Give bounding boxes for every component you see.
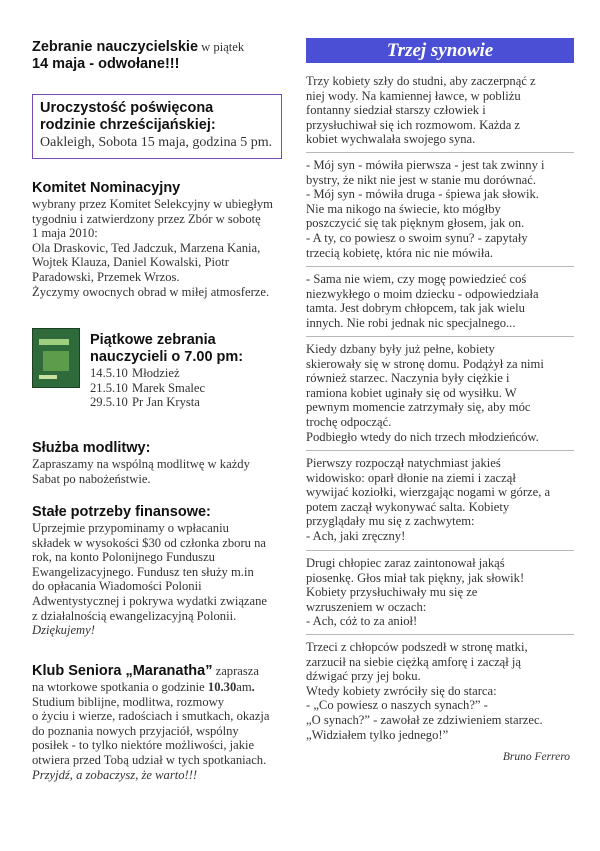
text-line: trzecią kobietę, która nic nie mówiła. <box>306 245 494 260</box>
ceremony-title-line2: rodzinie chrześcijańskiej: <box>40 117 216 133</box>
text-line: zarzucił na siebie ciężką amforę i zaczął ją <box>306 654 521 669</box>
text-line: - Ach, cóż to za anioł! <box>306 614 418 629</box>
schedule-date: 29.5.10 <box>90 395 128 410</box>
schedule-date: 14.5.10 <box>90 366 128 380</box>
ceremony-details <box>40 134 274 152</box>
story-title: Trzej synowie <box>306 38 574 63</box>
text-line: trochę odpocząć. <box>306 414 392 429</box>
text-line: Sabat po nabożeństwie. <box>32 471 151 486</box>
text-line: wybrany przez Komitet Selekcyjny w ubiegłym <box>32 197 273 211</box>
text-line: niezwykłego o moim dziecku - odpowiedziała <box>306 286 539 301</box>
meeting-cancelled: 14 maja - odwołane!!! <box>32 56 180 72</box>
schedule-name: Młodzież <box>132 366 180 380</box>
text-line: Zapraszamy na wspólną modlitwę w każdy <box>32 457 250 471</box>
text-line: Drugi chłopiec zaraz zaintonował jakąś <box>306 556 505 570</box>
story-paragraph <box>306 456 574 544</box>
committee-section <box>32 180 294 299</box>
text-line: wzruszeniem w oczach: <box>306 599 427 614</box>
story-paragraph <box>306 158 574 260</box>
prayer-title: Służba modlitwy: <box>32 440 151 456</box>
text-line: Uprzejmie przypominamy o wpłacaniu <box>32 521 229 535</box>
story-paragraph <box>306 342 574 444</box>
text-line: Studium biblijne, modlitwa, rozmowy <box>32 694 225 709</box>
story-paragraph <box>306 556 574 629</box>
text-line: Trzeci z chłopców podszedł w stronę matki, <box>306 640 528 654</box>
text-line: tamta. Jest dobrym chłopcem, tak jak wielu <box>306 301 525 316</box>
text-line: - Mój syn - mówiła druga - śpiewa jak słowik. <box>306 187 539 202</box>
text-line: - Mój syn - mówiła pierwsza - jest tak zwinny i <box>306 158 545 172</box>
text-line: Paradowski, Przemek Wrzos. <box>32 269 180 284</box>
text-line: przyglądały mu się z zachwytem: <box>306 514 475 529</box>
divider <box>306 266 574 267</box>
text-line: ramiona kobiet uginały się od wysiłku. W <box>306 385 517 400</box>
finance-thanks: Dziękujemy! <box>32 623 95 638</box>
schedule-name: Marek Smalec <box>132 380 206 395</box>
ceremony-time: , Sobota 15 maja, godzina 5 pm. <box>91 135 273 150</box>
schedule-row <box>90 395 294 410</box>
story-author: Bruno Ferrero <box>502 751 570 763</box>
text-line: Adwentystycznej i pokrywa wydatki związane <box>32 593 268 608</box>
text-line: - „Co powiesz o naszych synach?” - <box>306 698 488 713</box>
text-line: fontanny siedział starszy człowiek i <box>306 103 486 118</box>
text-line: innych. Nie robi jednak nic specjalnego... <box>306 315 516 330</box>
divider <box>306 336 574 337</box>
text-line: bystry, że nikt nie jest w stanie mu dorównać. <box>306 172 537 187</box>
club-time: 10.30 <box>207 680 237 694</box>
meeting-notice <box>32 38 294 73</box>
story-paragraph <box>306 272 574 330</box>
ceremony-box <box>32 94 294 159</box>
text-line: Nie ma nikogo na świecie, kto mógłby <box>306 201 501 216</box>
text-line: również starzec. Naczynia były ciężkie i <box>306 371 510 386</box>
text-line: Wtedy kobiety zwróciły się do starca: <box>306 683 497 698</box>
text-line: składek w wysokości $30 od członka zboru na <box>32 535 266 550</box>
divider <box>306 152 574 153</box>
ceremony-place: Oakleigh <box>40 135 92 150</box>
committee-title: Komitet Nominacyjny <box>32 180 181 196</box>
text-line: do poznania nowych przyjaciół, wspólny <box>32 723 239 738</box>
text-line: „O synach?” - zawołał ze zdziwieniem starzec. <box>306 712 543 727</box>
text-line: Życzymy owocnych obrad w miłej atmosferze. <box>32 284 270 299</box>
club-time-unit: am <box>236 680 252 694</box>
text-line: przysłuchiwał się ich rozmowom. Każda z <box>306 117 521 132</box>
text-line: do opłacania Wiadomości Polonii <box>32 579 202 594</box>
text-line: potem zaczął wykonywać salta. Kobiety <box>306 499 510 514</box>
text-line: poszczycić się tak pięknym głosem, jak on. <box>306 216 525 231</box>
text-line: kobiet wychwalała swojego syna. <box>306 132 476 147</box>
friday-section <box>32 328 294 410</box>
text-line: piosenkę. Głos miał tak piękny, jak słowik! <box>306 570 525 585</box>
club-section <box>32 662 294 782</box>
text-line: Podbiegło wtedy do nich trzech młodzieńców. <box>306 429 539 444</box>
prayer-section <box>32 440 294 486</box>
committee-text <box>32 197 294 299</box>
schedule-row <box>90 381 294 396</box>
schedule-row <box>90 366 294 381</box>
friday-title-line2: nauczycieli o 7.00 pm: <box>90 349 244 365</box>
meeting-title: Zebranie nauczycielskie <box>32 39 199 55</box>
divider <box>306 634 574 635</box>
club-title-rest: zaprasza <box>212 664 259 678</box>
text-line: z działalnością ewangelizacyjną Polonii. <box>32 608 237 623</box>
text-line: Trzy kobiety szły do studni, aby zaczerpnąć z <box>306 74 536 88</box>
text-line: 1 maja 2010: <box>32 226 98 241</box>
club-time-end: . <box>251 680 255 694</box>
club-time-line <box>32 680 294 695</box>
story-paragraph <box>306 74 574 147</box>
divider <box>306 550 574 551</box>
text-line: Ola Draskovic, Ted Jadczuk, Marzena Kania, <box>32 240 261 255</box>
text-line: - Ach, jaki zręczny! <box>306 528 406 543</box>
text-line: skierowały się w stronę domu. Podążył za nimi <box>306 356 544 371</box>
meeting-day: w piątek <box>198 40 245 54</box>
schedule-date: 21.5.10 <box>90 380 128 395</box>
club-closing: Przyjdź, a zobaczysz, że warto!!! <box>32 767 198 782</box>
text-line: dźwigać przy jej boku. <box>306 669 421 684</box>
text-line: otwiera przed Tobą udział w tych spotkaniach. <box>32 752 267 767</box>
text-line: Pierwszy rozpoczął natychmiast jakieś <box>306 456 501 470</box>
text-line: Wojtek Klauza, Daniel Kowalski, Piotr <box>32 255 229 270</box>
ceremony-title-line1: Uroczystość poświęcona <box>40 100 214 116</box>
text-line: posiłek - to tylko niektóre możliwości, jakie <box>32 738 255 753</box>
text-line: wywijać koziołki, wierzgając nogami w górze, a <box>306 485 551 500</box>
text-line: o życiu i wierze, radościach i smutkach, okazja <box>32 709 270 724</box>
text-line: Kiedy dzbany były już pełne, kobiety <box>306 342 495 356</box>
finance-section <box>32 504 294 638</box>
club-title: Klub Seniora „Maranatha” <box>32 663 213 679</box>
text-line: tygodniu i zatwierdzony przez Zbór w sobotę <box>32 211 261 226</box>
text-line: - Sama nie wiem, czy mogę powiedzieć coś <box>306 272 527 286</box>
finance-title: Stałe potrzeby finansowe: <box>32 504 211 520</box>
text-line: rok, na konto Polonijnego Funduszu <box>32 550 215 565</box>
friday-title-line1: Piątkowe zebrania <box>90 332 216 348</box>
club-time-prefix: na wtorkowe spotkania o godzinie <box>32 680 208 694</box>
story-paragraph <box>306 640 574 742</box>
text-line: - A ty, co powiesz o swoim synu? - zapytały <box>306 230 528 245</box>
text-line: „Widziałem tylko jednego!” <box>306 727 449 742</box>
book-cover-image <box>32 328 80 388</box>
text-line: niej wody. Na kamiennej ławce, w pobliżu <box>306 88 521 103</box>
schedule-name: Pr Jan Krysta <box>132 395 200 410</box>
text-line: Ewangelizacyjnego. Fundusz ten służy m.in <box>32 564 254 579</box>
divider <box>306 450 574 451</box>
text-line: pewnym momencie zatrzymały się, aby móc <box>306 400 531 415</box>
text-line: Kobiety przysłuchiwały mu się ze <box>306 585 478 600</box>
text-line: widowisko: oparł dłonie na ziemi i zaczął <box>306 470 516 485</box>
